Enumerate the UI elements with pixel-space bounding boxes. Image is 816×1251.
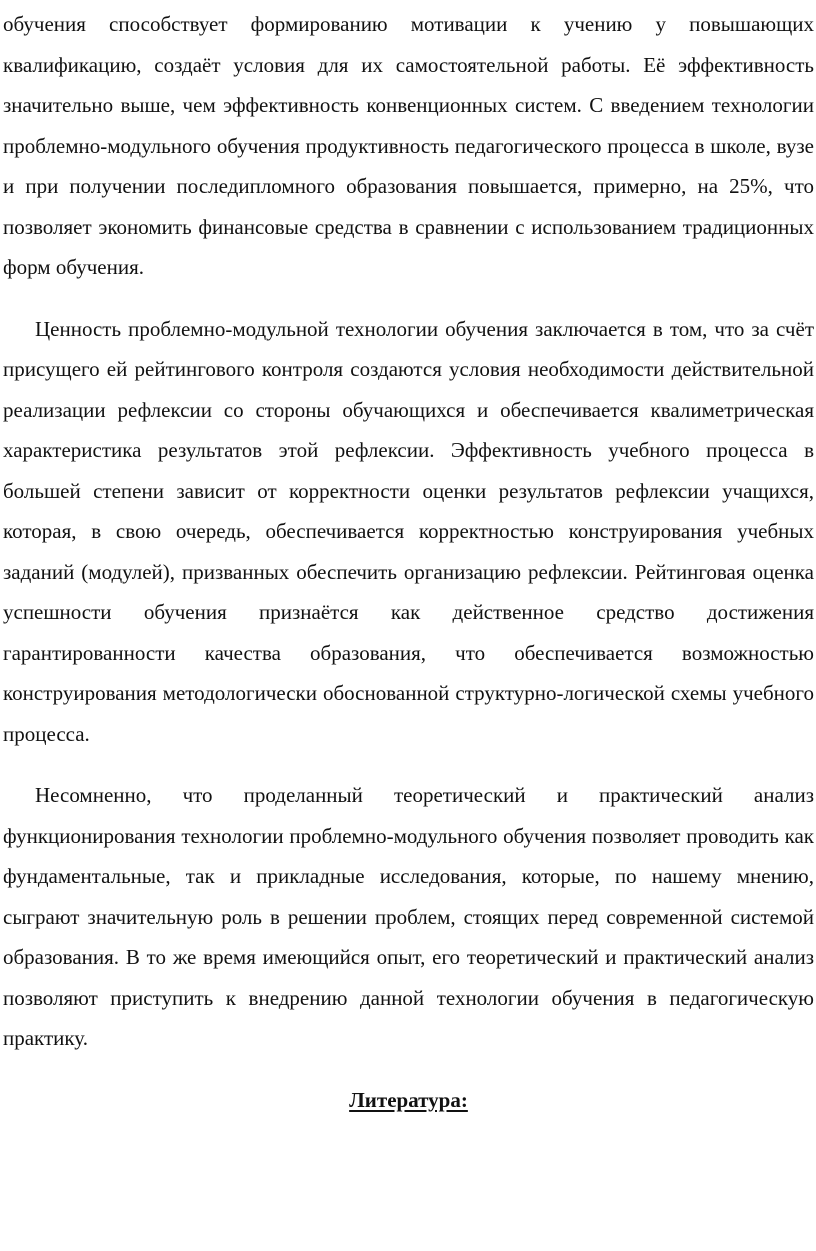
references-heading: Литература: — [349, 1087, 468, 1112]
paragraph-conclusion: Несомненно, что проделанный теоретический и практический анализ функционирования технологии проблемно-модульного обучения позволяет проводить как фундаментальные, так и прикладные исследования, которые, по нашему мнению, сыграют значительную роль в решении проблем, стоящих перед современной системой образования. В то же время имеющийся опыт, его теоретический и практический анализ позволяют приступить к внедрению данной технологии обучения в педагогическую практику. — [3, 783, 814, 1050]
paragraph-gap — [3, 288, 814, 309]
paragraph-value-of-technology: Ценность проблемно-модульной технологии обучения заключается в том, что за счёт присущего ей рейтингового контроля создаются условия необходимости действительной реализации рефлексии со стороны обучающихся и обеспечивается квалиметрическая характеристика результатов этой рефлексии. Эффективность учебного процесса в большей степени зависит от корректности оценки результатов рефлексии учащихся, которая, в свою очередь, обеспечивается корректностью конструирования учебных заданий (модулей), призванных обеспечить организацию рефлексии. Рейтинговая оценка успешности обучения признаётся как действенное средство достижения гарантированности качества образования, что обеспечивается возможностью конструирования методологически обоснованной структурно-логической схемы учебного процесса. — [3, 316, 814, 746]
paragraph-gap — [3, 754, 814, 775]
paragraph-continuation: обучения способствует формированию мотивации к учению у повышающих квалификацию, создаёт условия для их самостоятельной работы. Её эффективность значительно выше, чем эффективность конвенционных систем. С введением технологии проблемно-модульного обучения продуктивность педагогического процесса в школе, вузе и при получении последипломного образования повышается, примерно, на 25%, что позволяет экономить финансовые средства в сравнении с использованием традиционных форм обучения. — [3, 12, 814, 279]
paragraph-gap — [3, 1059, 814, 1080]
